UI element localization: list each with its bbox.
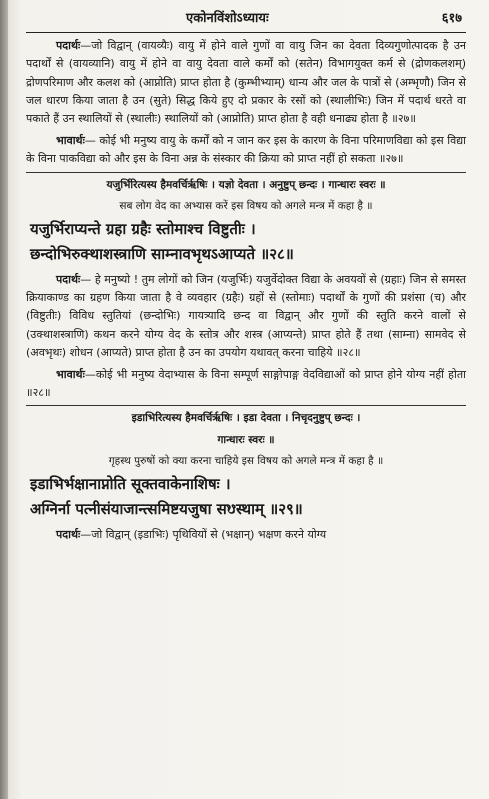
padartha-label: पदार्थः	[56, 273, 81, 287]
verse-29-line-2: अग्निर्ना पत्नीसंयाजान्त्समिष्टयजुषा सᳪस्थाम् ॥२९॥	[30, 500, 303, 519]
padartha-label: पदार्थः	[56, 39, 81, 53]
bhavartha-label: भावार्थः	[56, 134, 85, 148]
padartha-text: — हे मनुष्यो ! तुम लोगों को जिन (यजुर्भिः) यजुर्वेदोक्त विद्या के अवयवों से (ग्रहाः) जिन से समस्त क्रियाकाण्ड का ग्रहण किया जाता है वे व्यवहार (ग्रहैः) ग्रहों से (स्तोमाः) पदार्थों के गुणों की प्रशंसा (च) और (विष्टुतीः) विविध स्तुतियां (छन्दोभिः) गायत्र्यादि छन्द वा विद्वान् और गुणों की स्तुति करने वालों से (उक्थाशस्त्राणि) कथन करने योग्य वेद के स्तोत्र और शस्त्र (आप्यन्ते) प्राप्त होते हैं तथा (साम्ना) सामवेद से (अवभृथः) शोधन (आप्यते) प्राप्त होता है उन का उपयोग यथावत् करना चाहिये ॥२८॥	[26, 273, 466, 359]
verse-28-intro: सब लोग वेद का अभ्यास करें इस विषय को अगले मन्त्र में कहा है ॥	[119, 199, 373, 212]
bhavartha-27	[26, 132, 466, 168]
padartha-text: —जो विद्वान् (वायव्यैः) वायु में होने वाले गुणों वा वायु जिन का देवता दिव्यगुणोत्पादक है उन पदार्थों से (वायव्यानि) वायु में होने वा वायु देवता वाले कर्मों को (सतेन) विभागयुक्त कर्म से (द्रोणकलशम्) द्रोणपरिमाण और कलश को (आप्नोति) प्राप्त होता है (कुम्भीभ्याम्) धान्य और जल के पात्रों से (अम्भृणौ) जिन से जल धारण किया जाता है उन (सुते) सिद्ध किये हुए दो प्रकार के रसों को (स्थालीभिः) जिन में पदार्थ धरते वा पकाते हैं उन स्थालियों से (स्थालीः) स्थालियों को (आप्नोति) प्राप्त होता है वही धनाढ्य होता है ॥२७॥	[26, 39, 466, 126]
binding-shadow	[0, 0, 8, 799]
padartha-27	[26, 37, 466, 128]
bhavartha-text: — कोई भी मनुष्य वायु के कर्मों को न जान कर इस के कारण के विना परिमाणविद्या को इस विद्या के विना पाकविद्या को और इस के विना अन्न के संस्कार की क्रिया को प्राप्त नहीं हो सकता ॥२७॥	[26, 134, 466, 166]
verse-28-line-2: छन्दोभिरुक्थाशस्त्राणि साम्नावभृथऽआप्यते ॥२८॥	[30, 245, 294, 264]
verse-28-line-1: यजुर्भिराप्यन्ते ग्रहा ग्रहैः स्तोमाश्च विष्टुतीः ।	[30, 220, 256, 239]
page-number: ६१७	[441, 11, 462, 26]
verse-29-intro: गृहस्थ पुरुषों को क्या करना चाहिये इस विषय को अगले मन्त्र में कहा है ॥	[108, 454, 384, 467]
section-divider	[26, 405, 466, 406]
verse-29-line-1: इडाभिर्भक्षानाप्नोति सूक्तवाकेनाशिषः ।	[30, 475, 231, 494]
page-header	[26, 10, 466, 30]
padartha-29	[26, 526, 466, 544]
page-content	[26, 10, 466, 544]
verse-29-meta-1: इडाभिरित्यस्य हैमवर्चिर्ऋषिः । इडा देवता । निचृदनुष्टुप् छन्दः ।	[131, 412, 361, 425]
verse-29-meta-2: गान्धारः स्वरः ॥	[217, 433, 275, 446]
padartha-28	[26, 271, 466, 362]
verse-28-meta: यजुर्भिरित्यस्य हैमवर्चिर्ऋषिः । यज्ञो देवता । अनुष्टुप् छन्दः । गान्धारः स्वरः ॥	[106, 178, 386, 191]
bhavartha-label: भावार्थः	[56, 368, 85, 382]
padartha-label: पदार्थः	[56, 528, 81, 542]
header-rule	[26, 32, 466, 33]
section-divider	[26, 172, 466, 173]
chapter-title: एकोनविंशोऽध्यायः	[186, 11, 269, 26]
bhavartha-text: —कोई भी मनुष्य वेदाभ्यास के विना सम्पूर्ण साङ्गोपाङ्ग वेदविद्याओं को प्राप्त होने योग्य नहीं होता ॥२८॥	[26, 368, 466, 400]
bhavartha-28	[26, 366, 466, 402]
padartha-text: —जो विद्वान् (इडाभिः) पृथिवियों से (भक्षान्) भक्षण करने योग्य	[80, 528, 327, 542]
